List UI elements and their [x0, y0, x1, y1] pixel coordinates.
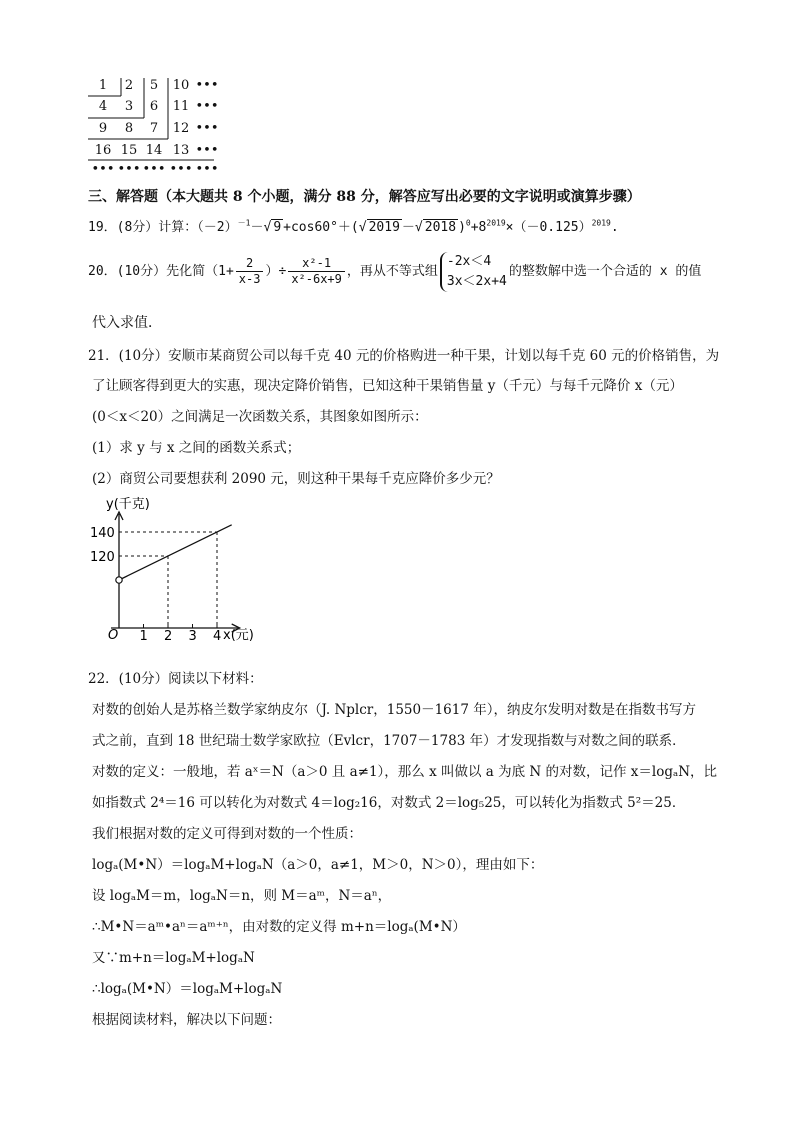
table-cell: 8 [124, 121, 134, 136]
q20-text: ）÷ [265, 264, 287, 279]
q19-text: ×（－0.125） [505, 220, 592, 235]
inequality-line: -2x＜4 [446, 253, 492, 269]
table-cell: 6 [149, 99, 159, 114]
table-cell: 3 [124, 99, 134, 114]
q22-paragraph: 我们根据对数的定义可得到对数的一个性质： [92, 826, 362, 842]
q19-radicand: 2019 [368, 220, 400, 235]
fraction [236, 256, 264, 287]
table-cell: 15 [120, 143, 138, 158]
table-cell: 1 [98, 78, 108, 93]
table-cell: 13 [172, 143, 190, 158]
q21-line3: (0＜x＜20）之间满足一次函数关系，其图象如图所示： [92, 409, 428, 425]
fraction [288, 256, 345, 287]
fraction-numerator: 2 [236, 256, 264, 272]
section-heading: 三、解答题（本大题共 8 个小题，满分 88 分，解答应写出必要的文字说明或演算步骤） [88, 189, 641, 205]
table-cell: 5 [149, 78, 159, 93]
table-cell: 14 [145, 143, 163, 158]
question-20 [88, 250, 701, 294]
q19-radicand: 2018 [424, 220, 457, 235]
table-cell: 9 [98, 121, 108, 136]
inequality-line: 3x＜2x+4 [446, 273, 507, 289]
q21-sub1: (1）求 y 与 x 之间的函数关系式； [92, 440, 301, 456]
origin-label: O [108, 628, 119, 642]
q21-sub2: (2）商贸公司要想获利 2090 元，则这种干果每千克应降价多少元？ [92, 471, 500, 487]
q22-paragraph: ∴M•N＝aᵐ•aⁿ＝aᵐ⁺ⁿ，由对数的定义得 m+n＝logₐ(M•N） [92, 919, 466, 935]
q20-lead: 20．(10分）先化简（1+ [88, 264, 234, 279]
table-cell: ••• [195, 162, 219, 177]
table-cell: 2 [124, 78, 134, 93]
fraction-denominator: x²-6x+9 [291, 272, 342, 286]
table-cell: ••• [91, 162, 115, 177]
q22-paragraph: 又∵m+n＝logₐM+logₐN [92, 950, 255, 966]
fraction-denominator: x-3 [238, 272, 261, 286]
spiral-table [88, 76, 228, 176]
q19-text: +8 [470, 220, 487, 235]
q20-line2: 代入求值． [92, 315, 162, 331]
q22-paragraph: 设 logₐM＝m，logₐN＝n，则 M＝aᵐ，N＝aⁿ， [92, 888, 392, 904]
q19-text: － [401, 220, 415, 235]
table-cell: ••• [195, 143, 219, 158]
table-cell: 10 [172, 78, 190, 93]
open-start-point [116, 577, 122, 583]
table-cell: ••• [117, 162, 141, 177]
table-cell: 11 [172, 99, 190, 114]
q20-text: 的整数解中选一个合适的 x 的值 [508, 264, 702, 279]
q22-paragraph: 式之前，直到 18 世纪瑞士数学家欧拉（Evlcr，1707－1783 年）才发现指数与对数之间的联系． [92, 733, 686, 749]
table-cell: 4 [98, 99, 108, 114]
x-tick-label: 1 [139, 629, 148, 642]
table-cell: 16 [94, 143, 112, 158]
q22-paragraph: ∴logₐ(M•N）＝logₐM+logₐN [92, 981, 283, 997]
q22-paragraph: 根据阅读材料，解决以下问题： [92, 1012, 281, 1028]
q19-exp2: 0 [465, 218, 471, 228]
q20-text: ，再从不等式组 [346, 264, 438, 279]
q19-text: . [610, 220, 619, 235]
q22-paragraph: 对数的定义：一般地，若 aˣ＝N（a＞0 且 a≠1），那么 x 叫做以 a 为底 N 的对数，记作 x＝logₐN，比 [92, 764, 718, 780]
q19-text: ) [458, 220, 466, 235]
question-19: 19．(8分）计算：$(-2)^{-1}-√$ 9 +cos60°＋(√ 2019 －√ 2018 )$^0+8^{2019}\times(-0.125)^{2019}$. [88, 218, 619, 235]
y-tick-label: 140 [90, 526, 115, 541]
x-axis-label: x(元) [223, 628, 254, 642]
q21-line1: 21．(10分）安顺市某商贸公司以每千克 40 元的价格购进一种干果，计划以每千克 60 元的价格销售，为 [88, 348, 720, 364]
y-axis-label: y(千克) [106, 497, 150, 512]
series-line [119, 525, 232, 580]
table-cell: ••• [169, 162, 193, 177]
x-tick-label: 4 [213, 629, 222, 642]
function-graph [88, 492, 268, 642]
q19-radicand: 9 [273, 220, 282, 235]
q19-exp3: 2019 [486, 218, 506, 228]
q19-exp1: －1 [237, 218, 251, 228]
table-cell: ••• [142, 162, 166, 177]
q21-line2: 了让顾客得到更大的实惠，现决定降价销售，已知这种干果销售量 y（千元）与每千元降价 x（元） [92, 378, 683, 394]
table-cell: ••• [195, 121, 219, 136]
q22-lead: 22．(10分）阅读以下材料： [88, 671, 263, 687]
fraction-numerator: x²-1 [288, 256, 345, 272]
table-cell: ••• [195, 78, 219, 93]
y-tick-label: 120 [90, 550, 115, 565]
table-cell: 12 [172, 121, 190, 136]
inequality-system [440, 252, 507, 292]
q22-paragraph: 对数的创始人是苏格兰数学家纳皮尔（J. Nplcr，1550－1617 年），纳皮尔发明对数是在指数书写方 [92, 702, 696, 718]
q22-paragraph: logₐ(M•N）＝logₐM+logₐN（a＞0，a≠1，M＞0，N＞0），理由如下： [92, 857, 544, 873]
q22-paragraph: 如指数式 2⁴＝16 可以转化为对数式 4＝log₂16，对数式 2＝log₅25，可以转化为指数式 5²＝25． [92, 795, 686, 811]
x-tick-label: 2 [164, 629, 173, 642]
table-cell: 7 [149, 121, 159, 136]
q19-lead: 19．(8分）计算：（－2） [88, 220, 238, 235]
table-cell: ••• [195, 99, 219, 114]
q19-text: － [250, 220, 264, 235]
q19-text: +cos60°＋( [283, 220, 359, 235]
x-tick-label: 3 [188, 629, 197, 642]
q19-exp4: 2019 [591, 218, 611, 228]
